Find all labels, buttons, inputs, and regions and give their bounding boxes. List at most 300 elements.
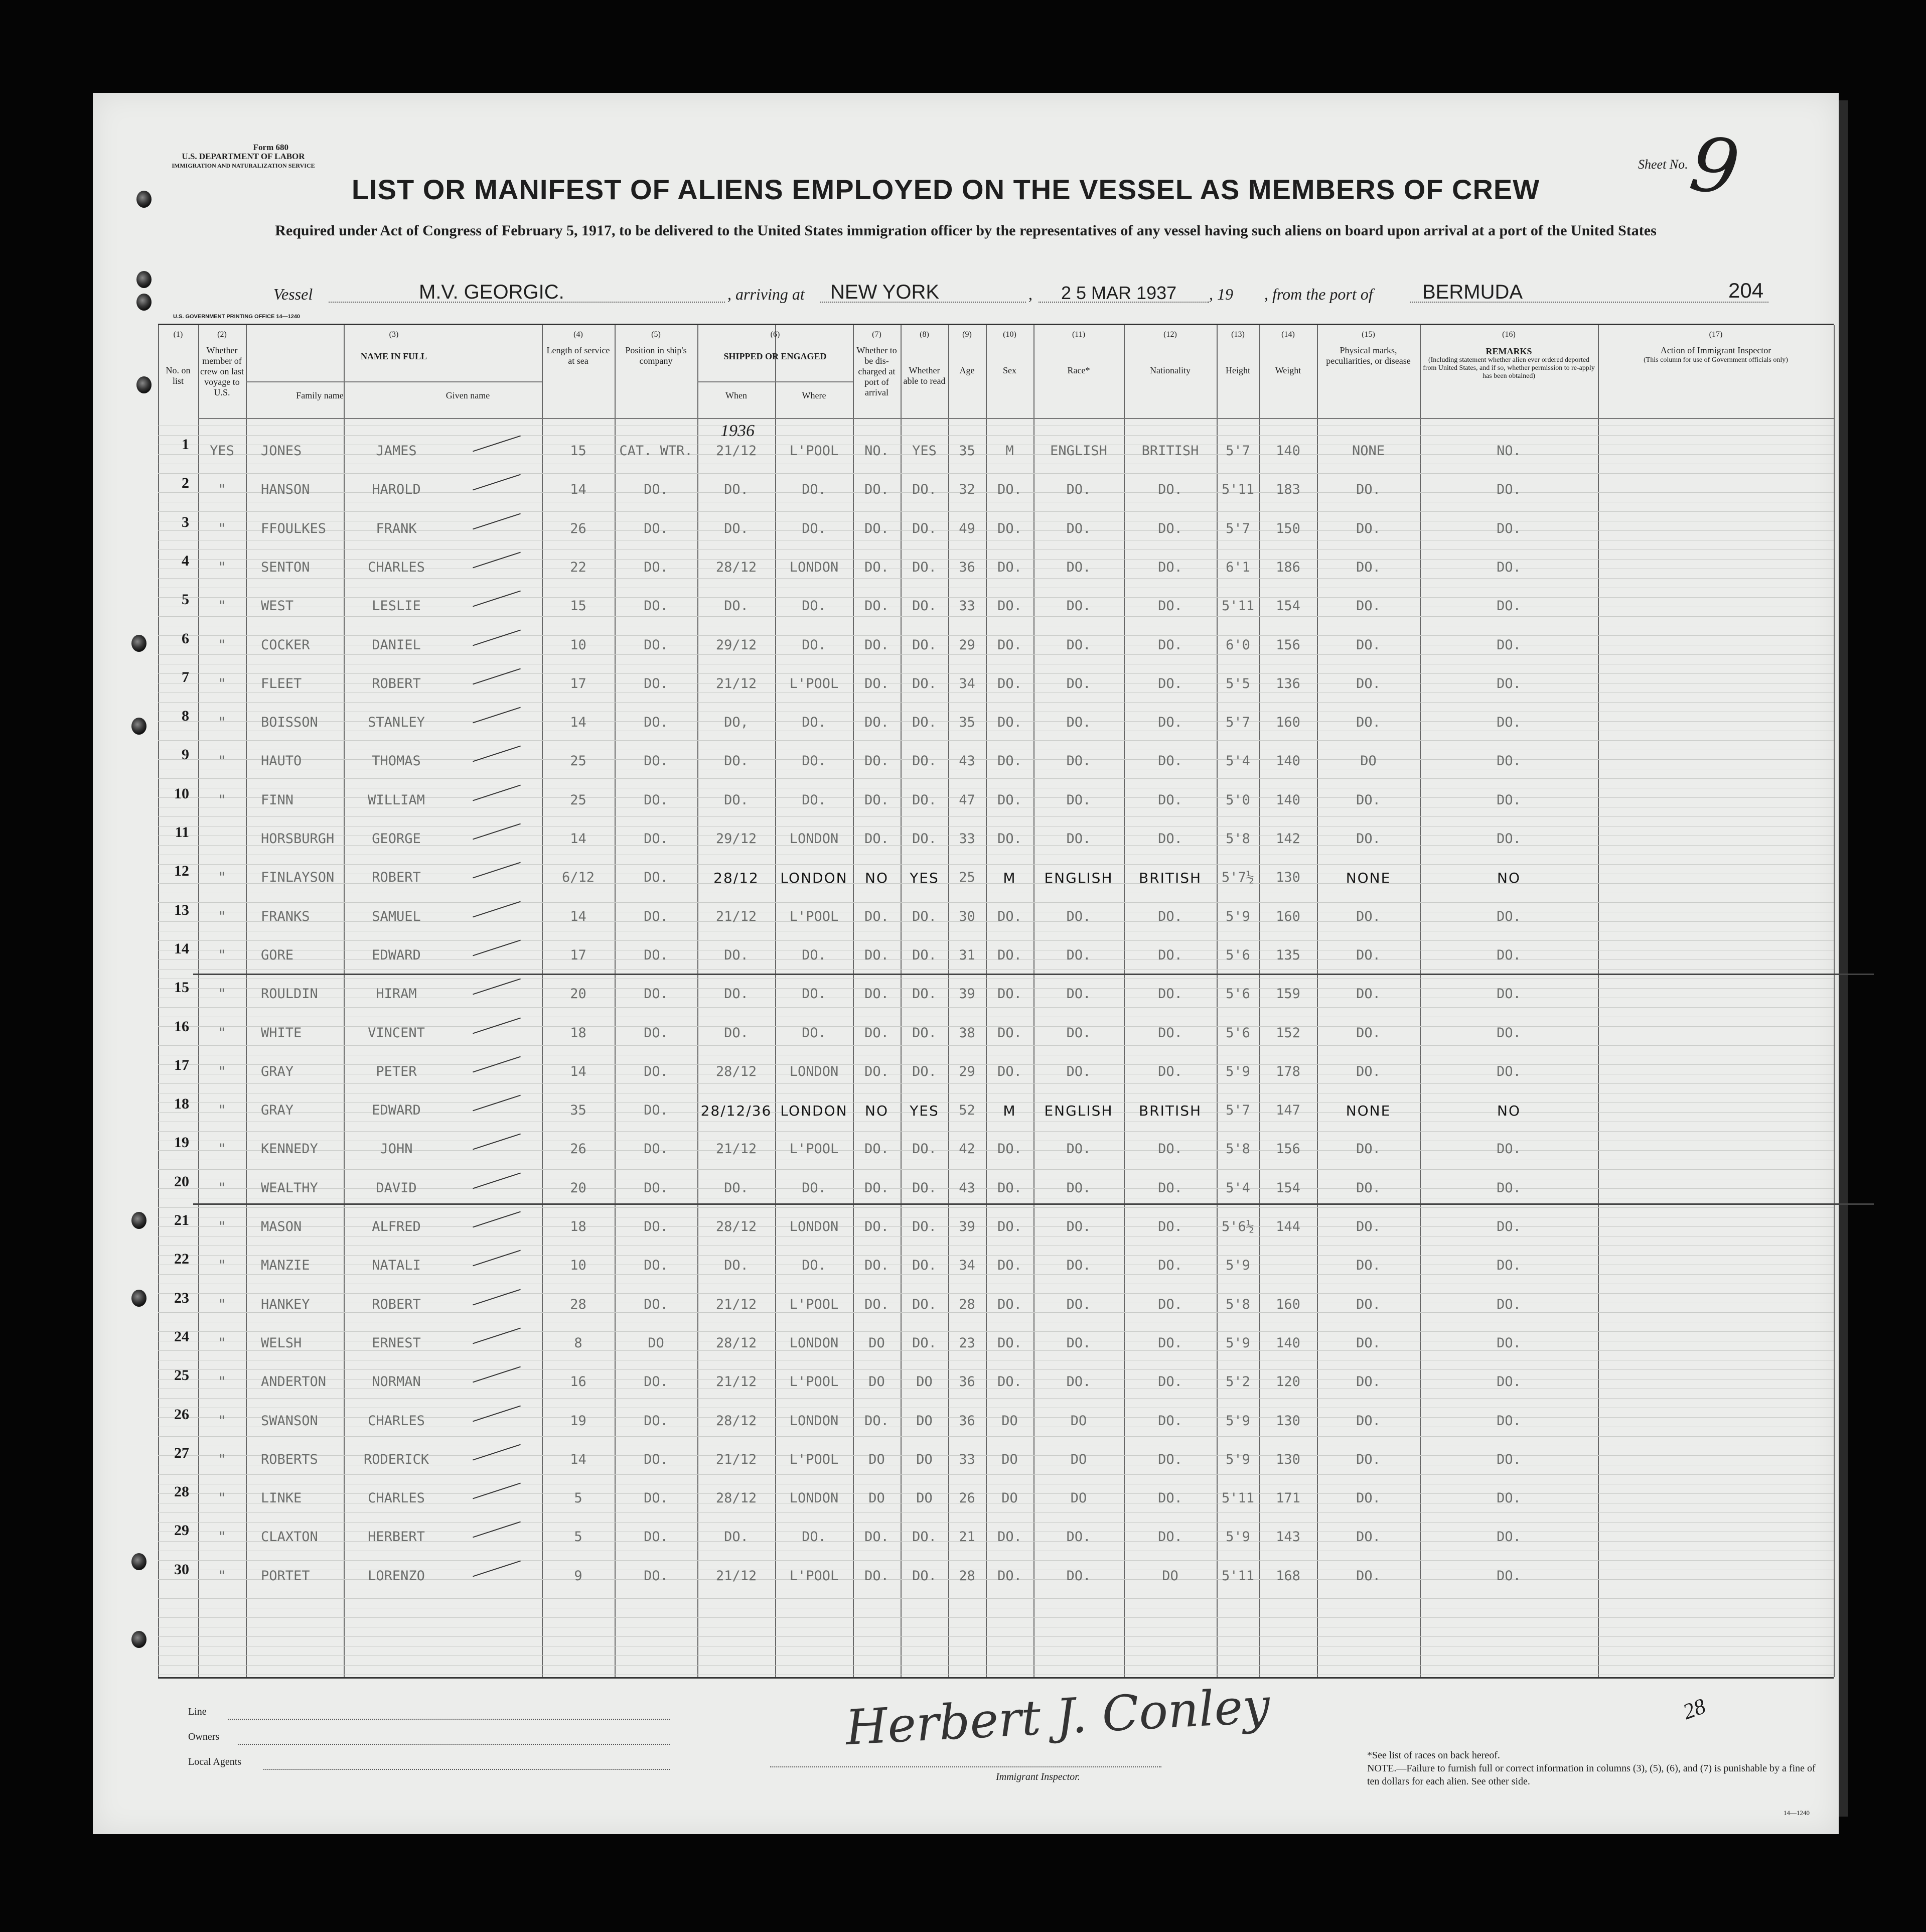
cell-race: DO [1070, 1451, 1087, 1467]
cell-given: ROBERT [372, 675, 421, 692]
cell-read: DO. [912, 831, 937, 847]
cell-family: GORE [261, 947, 294, 963]
cell-prev: " [218, 1141, 226, 1157]
check-mark [473, 436, 521, 452]
cell-service: 8 [574, 1335, 582, 1351]
cell-position: DO. [644, 1141, 668, 1157]
cell-no: 10 [174, 785, 189, 802]
table-row [158, 863, 1834, 908]
table-row [158, 746, 1834, 791]
cell-given: PETER [376, 1063, 417, 1079]
cell-service: 15 [570, 443, 586, 459]
cell-no: 11 [175, 824, 189, 841]
from-label: , from the port of [1264, 285, 1373, 303]
cell-remarks: DO. [1497, 1063, 1521, 1079]
table-row [158, 1095, 1834, 1141]
cell-race: DO [1070, 1413, 1087, 1429]
cell-age: 29 [959, 637, 975, 653]
cell-sex: M [1003, 870, 1016, 887]
cell-family: CLAXTON [261, 1529, 318, 1545]
cell-service: 18 [570, 1219, 586, 1234]
shipped-subdivider [697, 381, 853, 382]
arriving-label: , arriving at [727, 285, 805, 303]
table-row [158, 901, 1834, 947]
cell-prev: " [218, 986, 226, 1002]
table-row [158, 1289, 1834, 1335]
table-row [158, 1251, 1834, 1296]
cell-service: 19 [570, 1413, 586, 1429]
cell-no: 17 [174, 1056, 189, 1073]
cell-no: 27 [174, 1444, 189, 1461]
cell-sex: DO. [997, 637, 1022, 653]
cell-marks: DO [1360, 753, 1377, 769]
cell-position: DO. [644, 1374, 668, 1390]
sheet-label: Sheet No. [1638, 157, 1688, 172]
cell-disch: DO. [864, 520, 889, 536]
cell-disch: DO. [864, 637, 889, 653]
cell-marks: DO. [1356, 1219, 1381, 1234]
cell-race: DO. [1066, 1568, 1091, 1584]
table-row [158, 591, 1834, 636]
departure-port: BERMUDA [1422, 281, 1523, 303]
cell-where: LONDON [789, 1413, 839, 1429]
cell-age: 28 [959, 1568, 975, 1584]
cell-when: DO. [724, 520, 749, 536]
column-number: (10) [1003, 330, 1016, 339]
cell-sex: DO. [997, 753, 1022, 769]
cell-prev: " [218, 520, 226, 536]
printer-mark: U.S. GOVERNMENT PRINTING OFFICE 14—1240 [173, 314, 301, 320]
cell-family: HAUTO [261, 753, 302, 769]
cell-family: HANSON [261, 482, 310, 498]
cell-when: 21/12 [715, 908, 757, 924]
owners-label: Owners [188, 1731, 220, 1742]
cell-race: DO. [1066, 1025, 1091, 1041]
crew-table [158, 324, 1834, 1679]
cell-nat: DO. [1158, 559, 1182, 575]
cell-sex: M [1003, 1102, 1016, 1120]
cell-when: DO. [724, 1180, 749, 1196]
cell-service: 18 [570, 1025, 586, 1041]
cell-prev: " [218, 870, 226, 886]
cell-weight: 160 [1276, 908, 1300, 924]
cell-where: L'POOL [789, 675, 839, 692]
cell-height: 5'9 [1226, 1529, 1250, 1545]
cell-height: 5'6 [1226, 1025, 1250, 1041]
column-header: Length of service at sea [546, 345, 610, 366]
cell-given: ALFRED [372, 1219, 421, 1234]
cell-position: DO. [644, 1490, 668, 1506]
cell-sex: M [1005, 443, 1014, 459]
cell-age: 28 [959, 1296, 975, 1312]
inspector-signature: Herbert J. Conley [844, 1677, 1271, 1756]
cell-service: 10 [570, 1258, 586, 1274]
cell-marks: DO. [1356, 1296, 1381, 1312]
cell-marks: DO. [1356, 482, 1381, 498]
cell-remarks: DO. [1497, 715, 1521, 731]
cell-nat: DO. [1158, 908, 1182, 924]
cell-service: 25 [570, 792, 586, 808]
column-subheader: Where [802, 390, 826, 400]
cell-when: 28/12 [715, 1063, 757, 1079]
cell-service: 28 [570, 1296, 586, 1312]
cell-when: 28/12 [715, 559, 757, 575]
line-label: Line [188, 1706, 207, 1717]
cell-family: JONES [261, 443, 302, 459]
cell-sex: DO. [997, 831, 1022, 847]
form-identifier [163, 143, 324, 170]
cell-race: DO. [1066, 1335, 1091, 1351]
column-number: (7) [872, 330, 881, 339]
cell-weight: 160 [1276, 1296, 1300, 1312]
cell-position: DO. [644, 1451, 668, 1467]
cell-read: YES [910, 1102, 939, 1120]
cell-race: DO. [1066, 675, 1091, 692]
cell-marks: DO. [1356, 598, 1381, 614]
cell-race: DO. [1066, 753, 1091, 769]
cell-age: 30 [959, 908, 975, 924]
cell-weight: 168 [1276, 1568, 1300, 1584]
cell-height: 5'9 [1226, 1063, 1250, 1079]
cell-race: DO. [1066, 1180, 1091, 1196]
cell-service: 25 [570, 753, 586, 769]
column-header: Whether to be dis-charged at port of arrival [856, 345, 897, 397]
table-row [158, 1018, 1834, 1063]
cell-position: DO. [644, 715, 668, 731]
form-code: 14—1240 [1784, 1809, 1810, 1817]
cell-sex: DO. [997, 715, 1022, 731]
cell-remarks: DO. [1497, 792, 1521, 808]
cell-when: 28/12 [715, 1335, 757, 1351]
cell-read: DO. [912, 1219, 937, 1234]
cell-family: KENNEDY [261, 1141, 318, 1157]
cell-nat: BRITISH [1141, 443, 1199, 459]
page-title: LIST OR MANIFEST OF ALIENS EMPLOYED ON THE VESSEL AS MEMBERS OF CREW [351, 174, 1540, 205]
cell-remarks: DO. [1497, 482, 1521, 498]
cell-prev: " [218, 1451, 226, 1467]
cell-position: DO. [644, 831, 668, 847]
cell-weight: 150 [1276, 520, 1300, 536]
cell-age: 47 [959, 792, 975, 808]
cell-when: DO. [724, 1258, 749, 1274]
cell-remarks: DO. [1497, 1219, 1521, 1234]
cell-remarks: DO. [1497, 831, 1521, 847]
cell-given: CHARLES [368, 1490, 425, 1506]
cell-family: SWANSON [261, 1413, 318, 1429]
cell-marks: DO. [1356, 792, 1381, 808]
cell-disch: DO. [864, 831, 889, 847]
cell-prev: " [218, 1568, 226, 1584]
cell-disch: NO [865, 870, 888, 887]
cell-no: 20 [174, 1173, 189, 1190]
column-number: (8) [920, 330, 929, 339]
cell-remarks: NO [1497, 870, 1521, 887]
cell-given: EDWARD [372, 1102, 421, 1119]
fine-note: NOTE.—Failure to furnish full or correct information in columns (3), (5), (6), and (7) is punishable by a fine of ten dollars for each alien. See other side. [1367, 1763, 1816, 1787]
table-row [158, 513, 1834, 559]
cell-prev: " [218, 1102, 226, 1119]
cell-service: 17 [570, 947, 586, 963]
cell-age: 38 [959, 1025, 975, 1041]
ruled-line [158, 1665, 1834, 1666]
cell-age: 26 [959, 1490, 975, 1506]
cell-disch: DO [868, 1335, 885, 1351]
cell-race: DO. [1066, 1529, 1091, 1545]
cell-race: DO. [1066, 637, 1091, 653]
cell-family: MASON [261, 1219, 302, 1234]
cell-family: BOISSON [261, 715, 318, 731]
cell-height: 5'11 [1221, 1490, 1255, 1506]
cell-nat: DO. [1158, 715, 1182, 731]
cell-where: DO. [802, 792, 826, 808]
cell-no: 15 [174, 979, 189, 996]
cell-disch: DO. [864, 986, 889, 1002]
cell-when: 21/12 [715, 675, 757, 692]
cell-height: 5'11 [1221, 482, 1255, 498]
cell-read: DO. [912, 675, 937, 692]
cell-disch: DO. [864, 1063, 889, 1079]
cell-height: 5'0 [1226, 792, 1250, 808]
cell-weight: 140 [1276, 753, 1300, 769]
cell-no: 8 [182, 708, 189, 725]
cell-disch: DO. [864, 753, 889, 769]
cell-prev: YES [210, 443, 234, 459]
cell-given: FRANK [376, 520, 417, 536]
cell-when: 21/12 [715, 1374, 757, 1390]
cell-family: FFOULKES [261, 520, 327, 536]
table-row [158, 1406, 1834, 1451]
cell-height: 5'7 [1226, 520, 1250, 536]
column-number: (13) [1231, 330, 1245, 339]
cell-remarks: DO. [1497, 753, 1521, 769]
cell-prev: " [218, 482, 226, 498]
table-row [158, 1483, 1834, 1529]
name-subdivider [246, 381, 542, 382]
cell-disch: DO. [864, 947, 889, 963]
cell-given: VINCENT [368, 1025, 425, 1041]
cell-where: LONDON [789, 559, 839, 575]
cell-sex: DO. [997, 1219, 1022, 1234]
column-number: (14) [1281, 330, 1295, 339]
cell-no: 13 [174, 901, 189, 918]
cell-when: DO, [724, 715, 749, 731]
cell-family: GRAY [261, 1063, 294, 1079]
cell-marks: DO. [1356, 1141, 1381, 1157]
cell-height: 5'11 [1221, 1568, 1255, 1584]
sheet-number: 9 [1685, 120, 1745, 213]
cell-sex: DO. [997, 1296, 1022, 1312]
cell-where: DO. [802, 1025, 826, 1041]
cell-marks: DO. [1356, 947, 1381, 963]
column-number: (15) [1362, 330, 1375, 339]
cell-weight: 136 [1276, 675, 1300, 692]
cell-race: DO. [1066, 598, 1091, 614]
cell-read: DO. [912, 908, 937, 924]
column-number: (5) [651, 330, 661, 339]
cell-height: 5'4 [1226, 1180, 1250, 1196]
cell-where: DO. [802, 986, 826, 1002]
cell-given: EDWARD [372, 947, 421, 963]
cell-remarks: NO [1497, 1102, 1521, 1120]
column-number: (6) [770, 330, 780, 339]
cell-prev: " [218, 715, 226, 731]
cell-height: 5'11 [1221, 598, 1255, 614]
cell-position: DO. [644, 986, 668, 1002]
line-field [228, 1719, 670, 1720]
cell-service: 20 [570, 986, 586, 1002]
cell-prev: " [218, 1219, 226, 1234]
cell-service: 20 [570, 1180, 586, 1196]
cell-height: 5'9 [1226, 908, 1250, 924]
cell-height: 5'5 [1226, 675, 1250, 692]
agents-field [263, 1769, 670, 1770]
cell-weight: 154 [1276, 1180, 1300, 1196]
cell-remarks: DO. [1497, 598, 1521, 614]
cell-prev: " [218, 675, 226, 692]
cell-when: DO. [724, 1529, 749, 1545]
cell-when: 28/12 [715, 1413, 757, 1429]
cell-nat: DO. [1158, 1219, 1182, 1234]
cell-service: 5 [574, 1529, 582, 1545]
cell-when: 21/12 [715, 443, 757, 459]
cell-weight: 156 [1276, 637, 1300, 653]
table-row [158, 1328, 1834, 1373]
cell-weight: 120 [1276, 1374, 1300, 1390]
cell-prev: " [218, 1025, 226, 1041]
cell-service: 14 [570, 908, 586, 924]
cell-nat: DO. [1158, 1025, 1182, 1041]
table-row [158, 1561, 1834, 1606]
cell-given: ROBERT [372, 1296, 421, 1312]
cell-position: DO. [644, 520, 668, 536]
cell-marks: DO. [1356, 1180, 1381, 1196]
cell-when: 21/12 [715, 1296, 757, 1312]
column-header: Whether member of crew on last voyage to U.S. [200, 345, 244, 397]
cell-position: DO. [644, 1219, 668, 1234]
cell-read: DO. [912, 1258, 937, 1274]
cell-service: 14 [570, 715, 586, 731]
cell-no: 7 [182, 668, 189, 685]
cell-height: 6'0 [1226, 637, 1250, 653]
cell-nat: DO. [1158, 675, 1182, 692]
cell-sex: DO. [997, 482, 1022, 498]
cell-weight: 159 [1276, 986, 1300, 1002]
cell-where: L'POOL [789, 1451, 839, 1467]
cell-when: DO. [724, 792, 749, 808]
cell-where: DO. [802, 1180, 826, 1196]
cell-prev: " [218, 637, 226, 653]
cell-age: 31 [959, 947, 975, 963]
cell-sex: DO. [997, 598, 1022, 614]
column-header: Physical marks, peculiarities, or disease [1326, 345, 1411, 366]
cell-age: 39 [959, 1219, 975, 1234]
cell-weight: 130 [1276, 1451, 1300, 1467]
cell-age: 52 [959, 1102, 975, 1119]
cell-height: 5'7½ [1221, 870, 1255, 886]
cell-family: HANKEY [261, 1296, 310, 1312]
cell-prev: " [218, 1413, 226, 1429]
cell-given: THOMAS [372, 753, 421, 769]
cell-disch: DO. [864, 792, 889, 808]
cell-marks: DO. [1356, 831, 1381, 847]
cell-prev: " [218, 1335, 226, 1351]
cell-race: DO. [1066, 1258, 1091, 1274]
cell-position: DO. [644, 1296, 668, 1312]
cell-service: 26 [570, 520, 586, 536]
cell-family: FINN [261, 792, 294, 808]
cell-service: 14 [570, 831, 586, 847]
cell-no: 5 [182, 591, 189, 608]
cell-service: 22 [570, 559, 586, 575]
cell-given: HIRAM [376, 986, 417, 1002]
cell-where: LONDON [789, 1490, 839, 1506]
column-header: Height [1226, 365, 1250, 375]
cell-position: DO. [644, 792, 668, 808]
cell-given: HAROLD [372, 482, 421, 498]
cell-family: HORSBURGH [261, 831, 335, 847]
cell-sex: DO. [997, 675, 1022, 692]
cell-read: DO. [912, 1025, 937, 1041]
cell-height: 5'6 [1226, 986, 1250, 1002]
cell-sex: DO. [997, 947, 1022, 963]
cell-position: DO. [644, 1063, 668, 1079]
cell-where: LONDON [789, 1335, 839, 1351]
column-rule [1834, 325, 1835, 1677]
cell-disch: NO [865, 1102, 888, 1120]
table-row [158, 1173, 1834, 1218]
cell-where: DO. [802, 1258, 826, 1274]
cell-read: DO [916, 1451, 933, 1467]
cell-height: 5'8 [1226, 831, 1250, 847]
cell-age: 34 [959, 1258, 975, 1274]
cell-read: DO [916, 1374, 933, 1390]
cell-where: DO. [802, 753, 826, 769]
cell-race: DO. [1066, 1296, 1091, 1312]
cell-race: DO. [1066, 986, 1091, 1002]
cell-no: 24 [174, 1328, 189, 1345]
cell-remarks: DO. [1497, 1529, 1521, 1545]
cell-height: 5'9 [1226, 1451, 1250, 1467]
cell-family: ANDERTON [261, 1374, 327, 1390]
cell-service: 14 [570, 1063, 586, 1079]
table-row [158, 979, 1834, 1024]
cell-remarks: DO. [1497, 1568, 1521, 1584]
cell-position: DO. [644, 482, 668, 498]
cell-marks: DO. [1356, 908, 1381, 924]
cell-age: 43 [959, 753, 975, 769]
cell-height: 5'9 [1226, 1258, 1250, 1274]
cell-age: 39 [959, 986, 975, 1002]
cell-disch: DO. [864, 715, 889, 731]
cell-given: STANLEY [368, 715, 425, 731]
cell-nat: DO. [1158, 520, 1182, 536]
cell-weight: 147 [1276, 1102, 1300, 1119]
cell-prev: " [218, 1063, 226, 1079]
cell-disch: DO [868, 1451, 885, 1467]
cell-where: DO. [802, 637, 826, 653]
cell-given: CHARLES [368, 559, 425, 575]
cell-position: DO. [644, 870, 668, 886]
cell-age: 49 [959, 520, 975, 536]
cell-no: 12 [174, 863, 189, 880]
cell-read: DO. [912, 637, 937, 653]
inspector-label: Immigrant Inspector. [996, 1771, 1080, 1782]
column-header: Race* [1067, 365, 1090, 375]
cell-height: 5'8 [1226, 1296, 1250, 1312]
cell-weight: 154 [1276, 598, 1300, 614]
cell-read: DO. [912, 1141, 937, 1157]
margin-mark: 28 [1679, 1693, 1709, 1725]
